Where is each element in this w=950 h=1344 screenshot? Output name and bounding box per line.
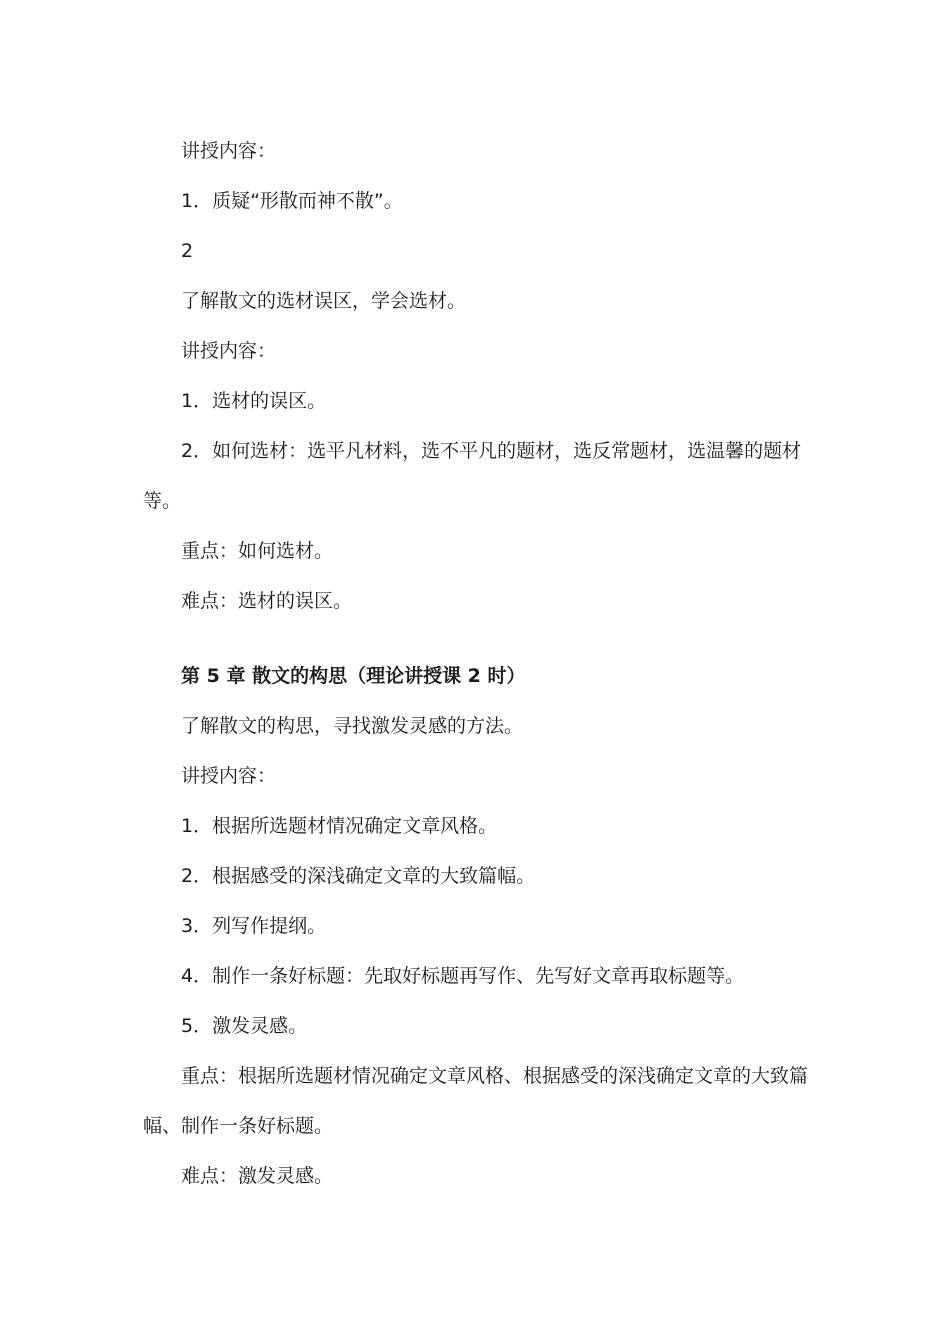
document-body bbox=[143, 126, 815, 1201]
paragraph-objective-selection: 了解散文的选材误区，学会选材。 bbox=[181, 290, 467, 312]
chapter-5-teaching-content-label: 讲授内容： bbox=[181, 765, 277, 787]
paragraph-item-selection-mistakes: 1．选材的误区。 bbox=[181, 390, 327, 412]
paragraph-item-how-to-select: 2．如何选材：选平凡材料，选不平凡的题材，选反常题材，选温馨的题材等。 bbox=[143, 440, 802, 512]
chapter-5-item-2: 2．根据感受的深浅确定文章的大致篇幅。 bbox=[181, 865, 536, 887]
paragraph-teaching-content-label: 讲授内容： bbox=[181, 140, 277, 162]
paragraph-teaching-content-label-2: 讲授内容： bbox=[181, 340, 277, 362]
chapter-5-item-1: 1．根据所选题材情况确定文章风格。 bbox=[181, 815, 498, 837]
chapter-5-item-5: 5．激发灵感。 bbox=[181, 1015, 308, 1037]
paragraph-section-number: 2 bbox=[181, 240, 194, 262]
paragraph-key-point: 重点：如何选材。 bbox=[181, 540, 334, 562]
chapter-5-heading: 第 5 章 散文的构思（理论讲授课 2 时） bbox=[181, 665, 526, 687]
chapter-5-item-4: 4．制作一条好标题：先取好标题再写作、先写好文章再取标题等。 bbox=[181, 965, 745, 987]
chapter-5-difficulty: 难点：激发灵感。 bbox=[181, 1165, 334, 1187]
paragraph-difficulty: 难点：选材的误区。 bbox=[181, 590, 353, 612]
chapter-5-key-point: 重点：根据所选题材情况确定文章风格、根据感受的深浅确定文章的大致篇幅、制作一条好标题。 bbox=[143, 1065, 809, 1137]
chapter-5-objective: 了解散文的构思，寻找激发灵感的方法。 bbox=[181, 715, 524, 737]
paragraph-item-question-form: 1．质疑“形散而神不散”。 bbox=[181, 190, 403, 212]
chapter-5-item-3: 3．列写作提纲。 bbox=[181, 915, 327, 937]
